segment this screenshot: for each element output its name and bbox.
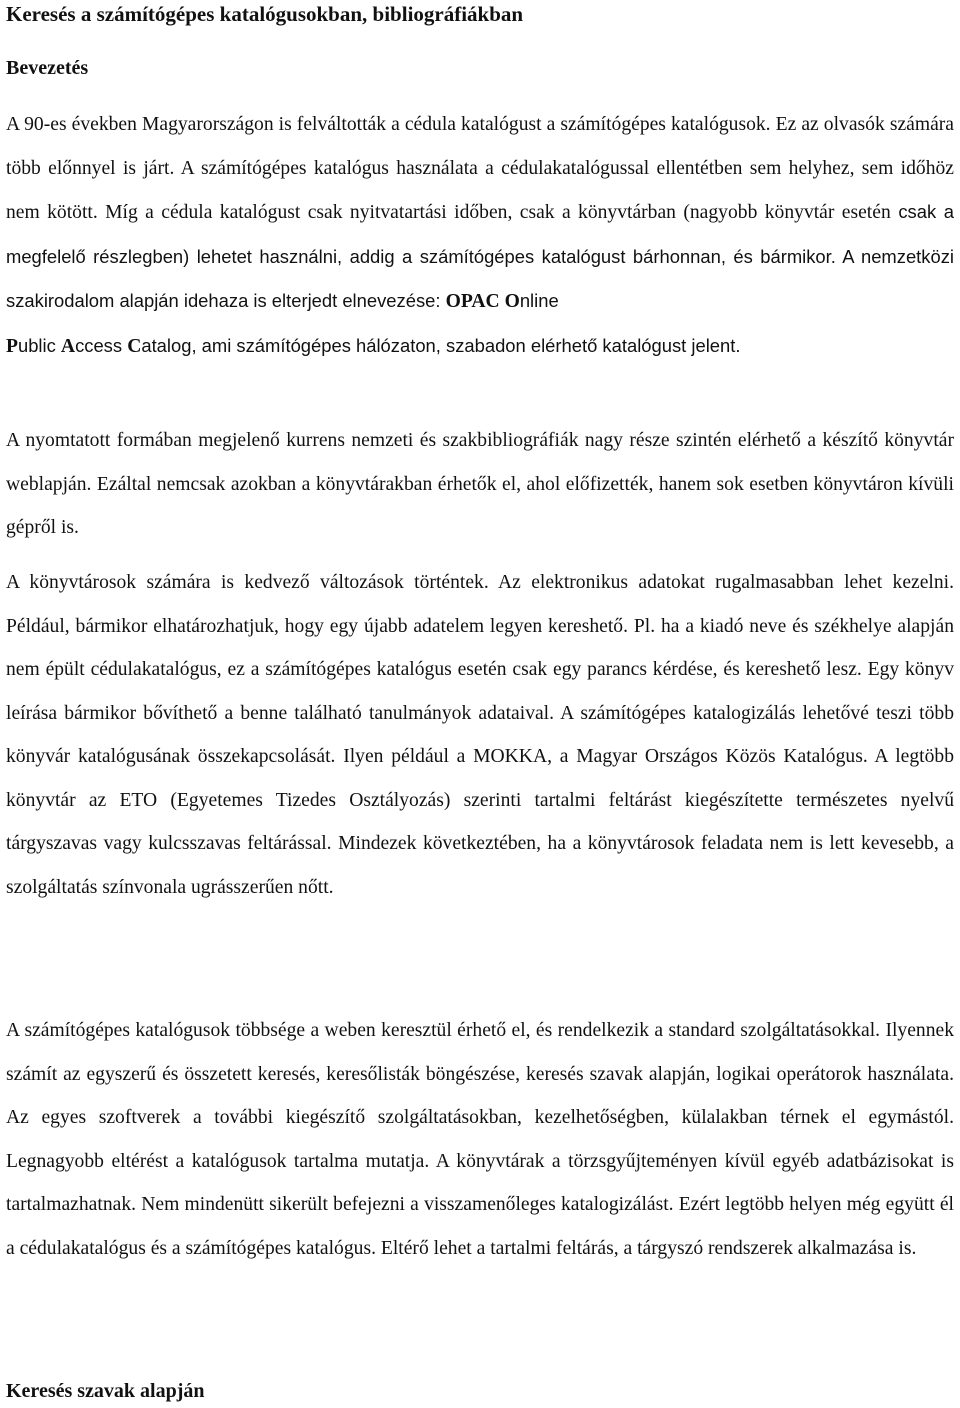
opac-initial-p: P: [6, 335, 18, 357]
opac-initial-a: A: [60, 335, 76, 357]
opac-word-public: ublic: [17, 334, 61, 356]
opac-word-access: ccess: [75, 334, 128, 356]
paragraph-intro: [6, 103, 954, 368]
section-heading-intro: Bevezetés: [6, 57, 89, 79]
opac-initial-c: C: [127, 335, 142, 357]
opac-word-online: nline: [519, 290, 559, 311]
paragraph-librarians: A könyvtárosok számára is kedvező változások történtek. Az elektronikus adatokat rugalmasabban lehet kezelni. Például, bármikor elhatározhatjuk, hogy egy újabb adatelem legyen kereshető. Pl. ha a kiadó neve és székhelye alapján nem épült cédulakatalógus, ez a számítógépes katalógus esetén csak egy parancs kérdése, és kereshető lesz. Egy könyv leírása bármikor bővíthető a benne található tanulmányok adataival. A számítógépes katalogizálás lehetővé teszi több könyvár katalógusának összekapcsolását. Ilyen például a MOKKA, a Magyar Országos Közös Katalógus. A legtöbb könyvtár az ETO (Egyetemes Tizedes Osztályozás) szerinti tartalmi feltárást kiegészítette természetes nyelvű tárgyszavas vagy kulcsszavas feltárással. Mindezek következtében, ha a könyvtárosok feladata nem is lett kevesebb, a szolgáltatás színvonala ugrásszerűen nőtt.: [6, 572, 954, 898]
opac-word-catalog: atalog, ami számítógépes hálózaton, szabadon elérhető katalógust jelent.: [141, 334, 741, 356]
opac-acronym: OPAC: [445, 291, 500, 312]
document-title: Keresés a számítógépes katalógusokban, bibliográfiákban: [6, 2, 524, 26]
paragraph-web-catalogs: A számítógépes katalógusok többsége a weben keresztül érhető el, és rendelkezik a standard szolgáltatásokkal. Ilyennek számít az egyszerű és összetett keresés, keresőlisták böngészése, keresés szavak alapján, logikai operátorok használata. Az egyes szoftverek a további kiegészítő szolgáltatásokban, kezelhetőségben, külalakban térnek el egymástól. Legnagyobb eltérést a katalógusok tartalma mutatja. A könyvtárak a törzsgyűjteményen kívül egyéb adatbázisokat is tartalmazhatnak. Nem mindenütt sikerült befejezni a visszamenőleges katalogizálást. Ezért legtöbb helyen még együtt él a cédulakatalógus és a számítógépes katalógus. Eltérő lehet a tartalmi feltárás, a tárgyszó rendszerek alkalmazása is.: [6, 1020, 954, 1259]
paragraph-intro-text-3: A nemzetközi szakirodalom alapján idehaza is elterjedt elnevezése:: [6, 245, 954, 311]
paragraph-intro-text-2: csak a megfelelő részlegben) lehetet használni, addig a számítógépes katalógust bárhonnan, és bármikor.: [6, 201, 954, 267]
section-heading-search: Keresés szavak alapján: [6, 1380, 205, 1402]
paragraph-bibliographies: A nyomtatott formában megjelenő kurrens nemzeti és szakbibliográfiák nagy része szintén elérhető a készítő könyvtár weblapján. Ezáltal nemcsak azokban a könyvtárakban érhetők el, ahol előfizették, hanem sok esetben könyvtáron kívüli gépről is.: [6, 430, 954, 538]
opac-initial-o: O: [504, 291, 520, 312]
paragraph-intro-text-1: A 90-es években Magyarországon is felváltották a cédula katalógust a számítógépes katalógusok. Ez az olvasók számára több előnnyel is járt. A számítógépes katalógus használata a cédulakatalógussal ellentétben sem helyhez, sem időhöz nem kötött. Míg a cédula katalógust csak nyitvatartási időben, csak a könyvtárban (nagyobb könyvtár esetén: [6, 114, 954, 223]
